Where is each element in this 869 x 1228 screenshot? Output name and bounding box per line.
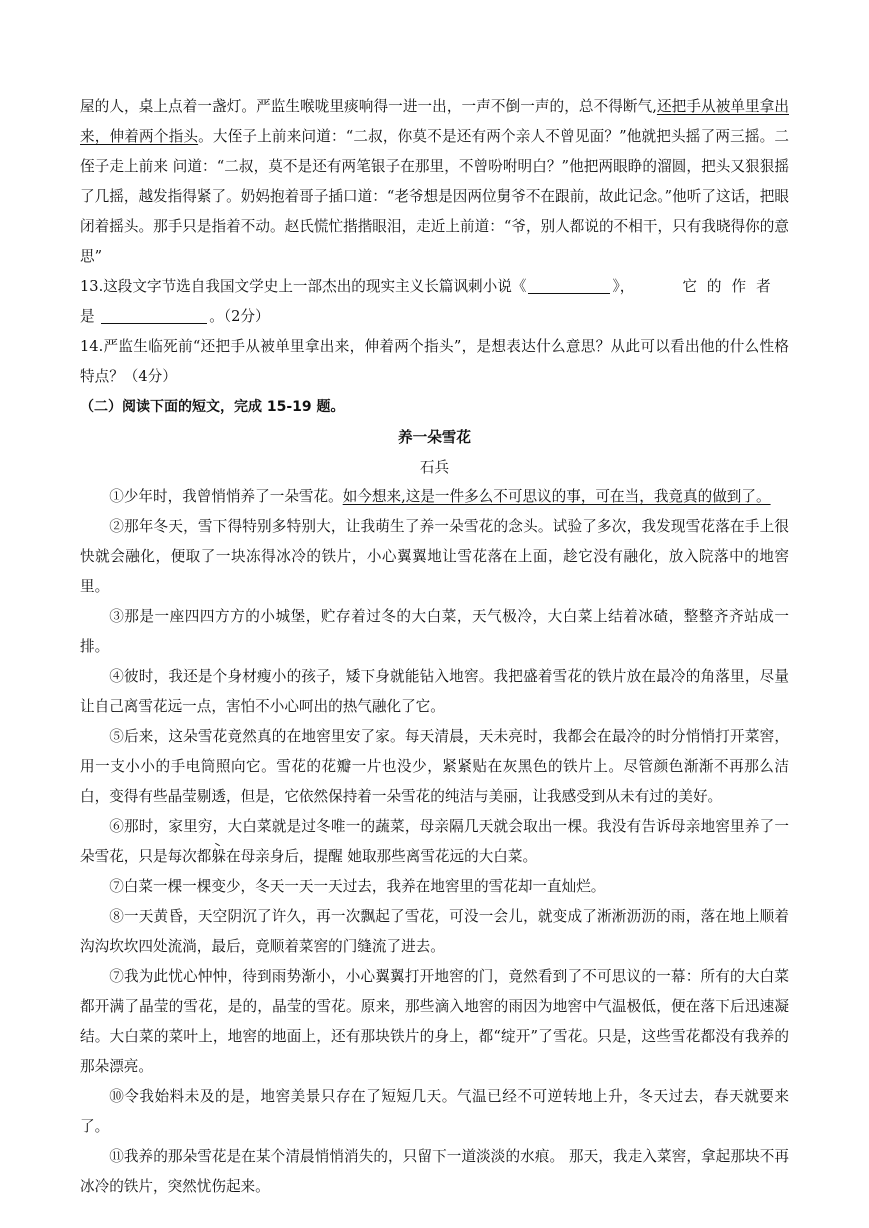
marked-character: 躲 xyxy=(211,848,226,865)
story-paragraph-3: ③那是一座四四方方的小城堡，贮存着过冬的大白菜，天气极冷，大白菜上结着冰碴，整整齐齐站成一排。 xyxy=(80,608,789,655)
question-14: 14.严监生临死前“还把手从被单里拿出来，伸着两个指头”，是想表达什么意思？从此可以看出他的什么性格特点？（4分） xyxy=(80,338,789,385)
excerpt-text-continued: 。大侄子上前来问道：“二叔，你莫不是还有两个亲人不曾见面？”他就把头摇了两三摇。二侄子走上前来 问道：“二叔，莫不是还有两笔银子在那里，不曾吩咐明白？”他把两眼睁的溜圆，把头又狠狠摇了几摇，越发指得紧了。奶妈抱着哥子插口道：“老爷想是因两位舅爷不在跟前，故此记念。”他听了这话，把眼闭着摇头。那手只是指着不动。赵氏慌忙揩揩眼泪，走近上前道：“爷，别人都说的不相干，只有我晓得你的意思” xyxy=(80,128,789,265)
story-paragraph-1: ①少年时，我曾悄悄养了一朵雪花。如今想来,这是一件多么不可思议的事，可在当，我竟真的做到了。 xyxy=(109,488,771,505)
answer-blank-novel-title[interactable] xyxy=(528,277,610,294)
story-paragraph-8: ⑧一天黄昏，天空阴沉了许久，再一次飘起了雪花，可没一会儿，就变成了淅淅沥沥的雨，落在地上顺着沟沟坎坎四处流淌，最后，竟顺着菜窖的门缝流了进去。 xyxy=(80,908,789,955)
excerpt-underlined-quote: 还把手从被单里拿出来，伸着两个指头 xyxy=(80,98,789,145)
answer-blank-author[interactable] xyxy=(101,307,207,324)
story-title: 养一朵雪花 xyxy=(398,429,471,446)
story-author: 石兵 xyxy=(419,459,450,476)
excerpt-paragraph xyxy=(80,92,789,272)
story-paragraph-10: ⑩令我始料未及的是，地窖美景只存在了短短几天。气温已经不可逆转地上升，冬天过去，春天就要来了。 xyxy=(80,1088,789,1135)
story-paragraph-11: ⑪我养的那朵雪花是在某个清晨悄悄消失的，只留下一道淡淡的水痕。 那天，我走入菜窖，拿起那块不再冰冷的铁片，突然忧伤起来。 xyxy=(80,1148,789,1195)
story-paragraph-9: ⑦我为此忧心忡忡，待到雨势渐小，小心翼翼打开地窖的门，竟然看到了不可思议的一幕：所有的大白菜都开满了晶莹的雪花，是的，晶莹的雪花。原来，那些滴入地窖的雨因为地窖中气温极低，便在落下后迅速凝结。大白菜的菜叶上，地窖的地面上，还有那块铁片的身上，都“绽开”了雪花。只是，这些雪花都没有我养的那朵漂亮。 xyxy=(80,968,789,1075)
excerpt-text: 屋的人，桌上点着一盏灯。严监生喉咙里痰响得一进一出，一声不倒一声的，总不得断气, xyxy=(80,98,657,115)
story-paragraph-7: ⑦白菜一棵一棵变少，冬天一天一天过去，我养在地窖里的雪花却一直灿烂。 xyxy=(109,878,606,895)
story-paragraph-5: ⑤后来，这朵雪花竟然真的在地窖里安了家。每天清晨，天未亮时，我都会在最冷的时分悄悄打开菜窖，用一支小小的手电筒照向它。雪花的花瓣一片也没少，紧紧贴在灰黑色的铁片上。尽管颜色渐渐不再那么洁白，变得有些晶莹剔透，但是，它依然保持着一朵雪花的纯洁与美丽，让我感受到从未有过的美好。 xyxy=(80,728,789,805)
document-page xyxy=(80,92,789,1202)
story-paragraph-4: ④彼时，我还是个身材瘦小的孩子，矮下身就能钻入地窖。我把盛着雪花的铁片放在最冷的角落里，尽量让自己离雪花远一点，害怕不小心呵出的热气融化了它。 xyxy=(80,668,789,715)
underlined-sentence: 如今想来,这是一件多么不可思议的事，可在当，我竟真的做到了。 xyxy=(342,488,771,505)
question-13: 13.这段文字节选自我国文学史上一部杰出的现实主义长篇讽刺小说《 》， 它的作者 是 。（2分） xyxy=(80,278,781,325)
story-paragraph-6: ⑥那时，家里穷，大白菜就是过冬唯一的蔬菜，母亲隔几天就会取出一棵。我没有告诉母亲地窖里养了一朵雪花，只是每次都躲在母亲身后，提醒 她取那些离雪花远的大白菜。 xyxy=(80,818,789,865)
section-heading: （二）阅读下面的短文，完成 15-19 题。 xyxy=(80,399,345,415)
story-paragraph-2: ②那年冬天，雪下得特别多特别大，让我萌生了养一朵雪花的念头。试验了多次，我发现雪花落在手上很快就会融化，便取了一块冻得冰冷的铁片，小心翼翼地让雪花落在上面，趁它没有融化，放入院落中的地窖里。 xyxy=(80,518,789,595)
